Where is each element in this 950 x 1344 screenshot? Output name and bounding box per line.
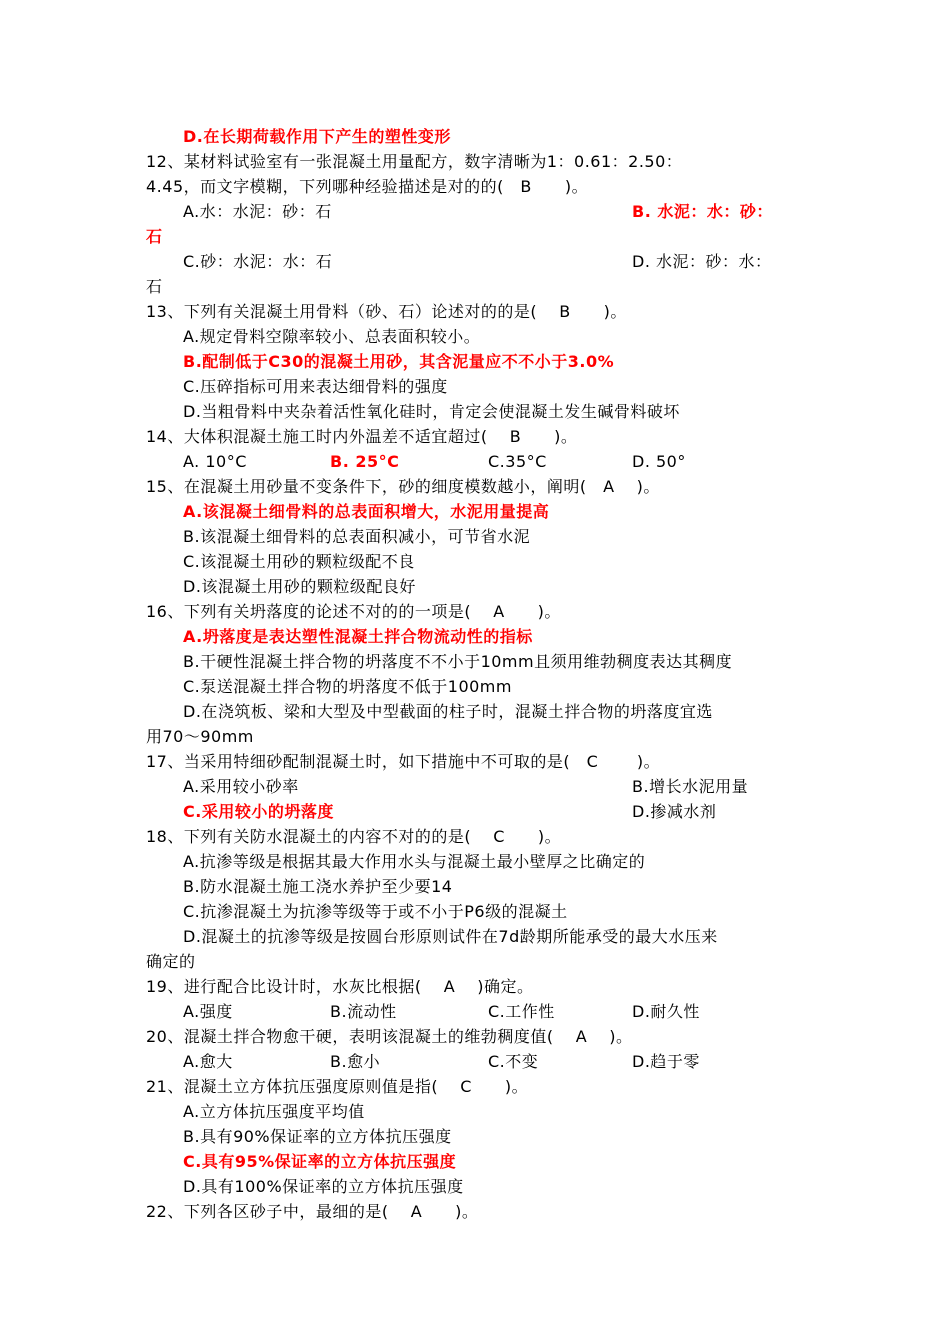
q17-option-c-answer: C.采用较小的坍落度 (183, 802, 334, 821)
q18-option-a: A.抗渗等级是根据其最大作用水头与混凝土最小壁厚之比确定的 (183, 852, 646, 871)
q16-option-d: D.在浇筑板、梁和大型及中型截面的柱子时，混凝土拌合物的坍落度宜选 (183, 702, 713, 721)
q19-option-b: B.流动性 (330, 1002, 397, 1021)
q13-option-d: D.当粗骨料中夹杂着活性氧化硅时，肯定会使混凝土发生碱骨料破坏 (183, 402, 680, 421)
q14-stem-line (0, 424, 950, 449)
q15-option-b: B.该混凝土细骨料的总表面积减小，可节省水泥 (183, 527, 531, 546)
q21-option-c-answer: C.具有95%保证率的立方体抗压强度 (183, 1152, 457, 1171)
q18-option-d-line (0, 924, 950, 949)
q13-option-c-line (0, 374, 950, 399)
q15-option-d: D.该混凝土用砂的颗粒级配良好 (183, 577, 416, 596)
q14-options-row (0, 449, 950, 474)
q12-option-d-wrap: 石 (146, 277, 163, 296)
q21-stem-line (0, 1074, 950, 1099)
q12-option-c: C.砂：水泥：水：石 (183, 252, 333, 271)
q16-option-c: C.泵送混凝土拌合物的坍落度不低于100mm (183, 677, 512, 696)
q12-stem-line-2 (0, 174, 950, 199)
q18-stem-line (0, 824, 950, 849)
question-21-stem: 21、混凝土立方体抗压强度原则值是指( C )。 (146, 1077, 529, 1096)
q18-option-c: C.抗渗混凝土为抗渗等级等于或不小于P6级的混凝土 (183, 902, 568, 921)
q12-options-wrap-2 (0, 274, 950, 299)
q15-option-d-line (0, 574, 950, 599)
q19-option-c: C.工作性 (488, 1002, 555, 1021)
q21-option-a-line (0, 1099, 950, 1124)
q11-option-d-answer: D.在长期荷载作用下产生的塑性变形 (183, 127, 451, 146)
q16-option-d-line (0, 699, 950, 724)
q13-option-d-line (0, 399, 950, 424)
q14-option-a: A. 10°C (183, 452, 247, 471)
q20-options-row (0, 1049, 950, 1074)
q21-option-b: B.具有90%保证率的立方体抗压强度 (183, 1127, 452, 1146)
q15-option-a-line (0, 499, 950, 524)
q12-option-d: D. 水泥：砂：水： (632, 252, 772, 271)
question-22-stem: 22、下列各区砂子中，最细的是( A )。 (146, 1202, 479, 1221)
q16-option-d-wrap: 用70～90mm (146, 727, 254, 746)
q14-option-d: D. 50° (632, 452, 686, 471)
q21-option-d: D.具有100%保证率的立方体抗压强度 (183, 1177, 464, 1196)
q15-stem-line (0, 474, 950, 499)
q16-option-d-wrap-line (0, 724, 950, 749)
q13-option-b-answer: B.配制低于C30的混凝土用砂，其含泥量应不不小于3.0% (183, 352, 615, 371)
q22-stem-line (0, 1199, 950, 1224)
q12-stem-line-1 (0, 149, 950, 174)
question-12-stem-continued: 4.45，而文字模糊，下列哪种经验描述是对的的( B )。 (146, 177, 589, 196)
q16-option-c-line (0, 674, 950, 699)
q18-option-b-line (0, 874, 950, 899)
q17-stem-line (0, 749, 950, 774)
q20-option-b: B.愈小 (330, 1052, 381, 1071)
q21-option-c-line (0, 1149, 950, 1174)
q21-option-b-line (0, 1124, 950, 1149)
q19-option-d: D.耐久性 (632, 1002, 700, 1021)
q12-options-row-2 (0, 249, 950, 274)
q17-options-row-2 (0, 799, 950, 824)
q18-option-d: D.混凝土的抗渗等级是按圆台形原则试件在7d龄期所能承受的最大水压来 (183, 927, 718, 946)
q21-option-d-line (0, 1174, 950, 1199)
q15-option-c-line (0, 549, 950, 574)
q16-option-a-line (0, 624, 950, 649)
q13-stem-line (0, 299, 950, 324)
q19-options-row (0, 999, 950, 1024)
question-18-stem: 18、下列有关防水混凝土的内容不对的的是( C )。 (146, 827, 562, 846)
q15-option-c: C.该混凝土用砂的颗粒级配不良 (183, 552, 415, 571)
q18-option-d-wrap: 确定的 (146, 952, 196, 971)
q18-option-a-line (0, 849, 950, 874)
q20-option-c: C.不变 (488, 1052, 539, 1071)
q11-option-line (0, 124, 950, 149)
question-17-stem: 17、当采用特细砂配制混凝土时，如下措施中不可取的是( C )。 (146, 752, 661, 771)
q18-option-b: B.防水混凝土施工浇水养护至少要14 (183, 877, 453, 896)
q17-option-a: A.采用较小砂率 (183, 777, 299, 796)
question-12-stem: 12、某材料试验室有一张混凝土用量配方，数字清晰为1：0.61：2.50： (146, 152, 683, 171)
question-15-stem: 15、在混凝土用砂量不变条件下，砂的细度模数越小，阐明( A )。 (146, 477, 660, 496)
q15-option-a-answer: A.该混凝土细骨料的总表面积增大，水泥用量提高 (183, 502, 550, 521)
q13-option-a-line (0, 324, 950, 349)
q13-option-c: C.压碎指标可用来表达细骨料的强度 (183, 377, 448, 396)
q16-option-a-answer: A.坍落度是表达塑性混凝土拌合物流动性的指标 (183, 627, 533, 646)
q12-options-row-1 (0, 199, 950, 224)
question-13-stem: 13、下列有关混凝土用骨料（砂、石）论述对的的是( B )。 (146, 302, 627, 321)
q14-option-b-answer: B. 25°C (330, 452, 400, 471)
question-14-stem: 14、大体积混凝土施工时内外温差不适宜超过( B )。 (146, 427, 578, 446)
q17-options-row-1 (0, 774, 950, 799)
q14-option-c: C.35°C (488, 452, 547, 471)
q13-option-b-line (0, 349, 950, 374)
q17-option-d: D.掺减水剂 (632, 802, 717, 821)
q18-option-d-wrap-line (0, 949, 950, 974)
q16-option-b-line (0, 649, 950, 674)
q12-option-a: A.水：水泥：砂：石 (183, 202, 332, 221)
q18-option-c-line (0, 899, 950, 924)
question-20-stem: 20、混凝土拌合物愈干硬，表明该混凝土的维勃稠度值( A )。 (146, 1027, 633, 1046)
question-16-stem: 16、下列有关坍落度的论述不对的的一项是( A )。 (146, 602, 561, 621)
q16-option-b: B.干硬性混凝土拌合物的坍落度不不小于10mm且须用维勃稠度表达其稠度 (183, 652, 733, 671)
q12-option-b-answer-wrap: 石 (146, 227, 163, 246)
q20-option-a: A.愈大 (183, 1052, 233, 1071)
q15-option-b-line (0, 524, 950, 549)
q19-option-a: A.强度 (183, 1002, 233, 1021)
q12-options-wrap-1 (0, 224, 950, 249)
q21-option-a: A.立方体抗压强度平均值 (183, 1102, 365, 1121)
q13-option-a: A.规定骨料空隙率较小、总表面积较小。 (183, 327, 481, 346)
q17-option-b: B.增长水泥用量 (632, 777, 749, 796)
q12-option-b-answer: B. 水泥：水：砂： (632, 202, 773, 221)
q20-stem-line (0, 1024, 950, 1049)
q16-stem-line (0, 599, 950, 624)
question-19-stem: 19、进行配合比设计时，水灰比根据( A )确定。 (146, 977, 534, 996)
q20-option-d: D.趋于零 (632, 1052, 700, 1071)
q19-stem-line (0, 974, 950, 999)
